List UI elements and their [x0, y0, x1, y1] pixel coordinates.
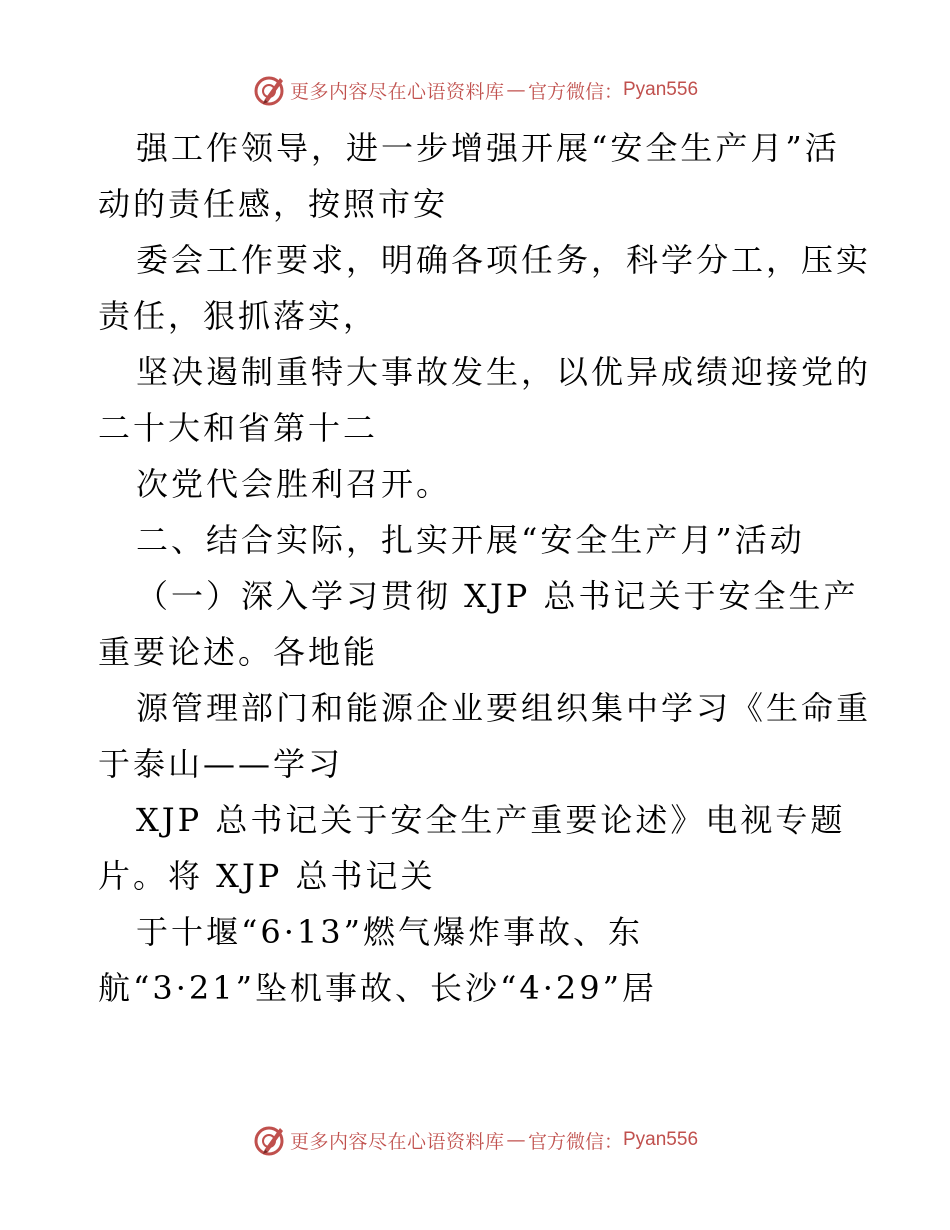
section-heading: 二、结合实际，扎实开展“安全生产月”活动 [136, 521, 805, 559]
wechat-label: 官方微信： [527, 80, 623, 103]
text-line: 源管理部门和能源企业要组织集中学习《生命重 [136, 689, 872, 727]
text-line: 二十大和省第十二 [98, 409, 379, 447]
banner-separator: — [506, 79, 526, 101]
wechat-id: Pyan556 [623, 79, 699, 100]
text-line: 于泰山——学习 [98, 745, 344, 783]
text-line: 片。将 XJP 总书记关 [98, 857, 436, 895]
text-line: XJP 总书记关于安全生产重要论述》电视专题 [136, 801, 846, 839]
banner-content [252, 73, 698, 107]
pen-logo-icon [252, 73, 286, 107]
text-line: 于十堰“6·13”燃气爆炸事故、东 [136, 913, 643, 951]
text-line: 重要论述。各地能 [98, 633, 379, 671]
text-line: 动的责任感，按照市安 [98, 185, 449, 223]
pen-logo-icon [252, 1123, 286, 1157]
text-line: 委会工作要求，明确各项任务，科学分工，压实 [136, 241, 872, 279]
header-banner [0, 70, 950, 110]
wechat-label: 官方微信： [527, 1130, 623, 1153]
subsection-heading: （一）深入学习贯彻 XJP 总书记关于安全生产 [136, 577, 859, 615]
text-line: 强工作领导，进一步增强开展“安全生产月”活 [136, 129, 840, 167]
banner-text: 更多内容尽在心语资料库 [289, 80, 505, 103]
text-line: 坚决遏制重特大事故发生，以优异成绩迎接党的 [136, 353, 872, 391]
banner-text: 更多内容尽在心语资料库 [289, 1130, 505, 1153]
text-line: 次党代会胜利召开。 [136, 465, 452, 503]
banner-content [252, 1123, 698, 1157]
footer-banner [0, 1120, 950, 1160]
wechat-id: Pyan556 [623, 1129, 699, 1150]
text-line: 航“3·21”坠机事故、长沙“4·29”居 [98, 969, 657, 1007]
document-body [98, 120, 872, 1016]
text-line: 责任，狠抓落实， [98, 297, 379, 335]
banner-separator: — [506, 1129, 526, 1151]
